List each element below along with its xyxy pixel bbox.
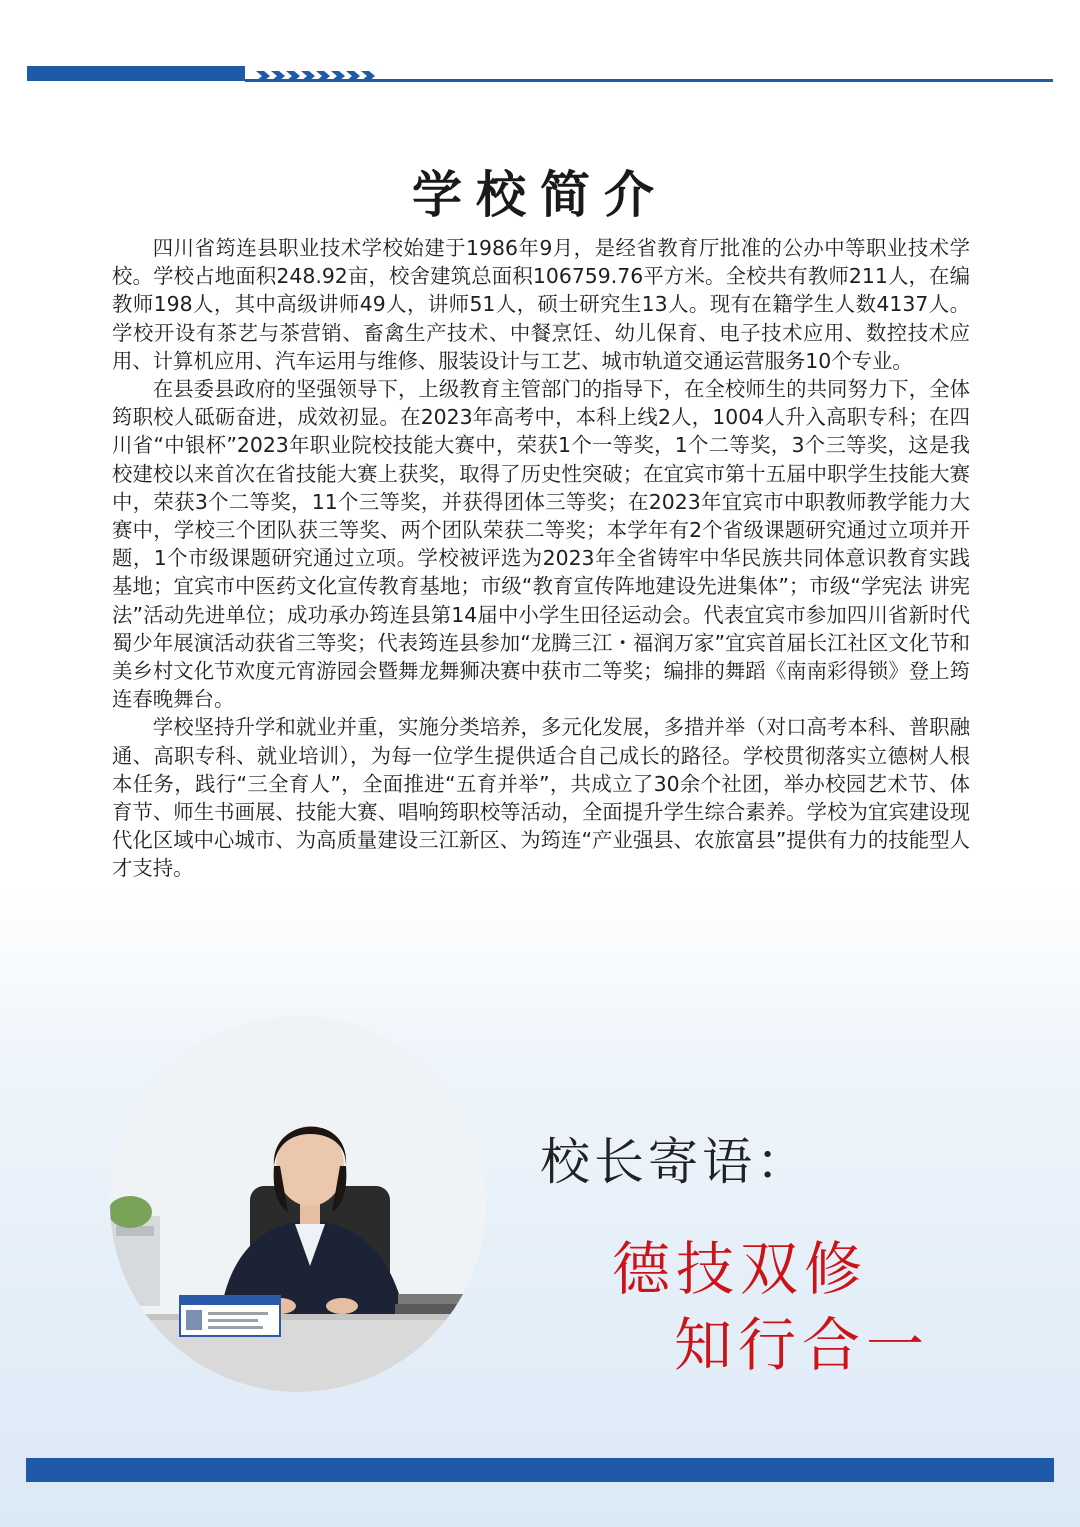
principal-message-heading: 校长寄语： bbox=[540, 1133, 810, 1191]
chevron-decoration-icon bbox=[256, 69, 386, 83]
principal-portrait-illustration bbox=[110, 1016, 486, 1392]
header-accent-block bbox=[27, 66, 245, 81]
motto-line-2: 知行合一 bbox=[674, 1311, 931, 1379]
footer-bar bbox=[26, 1458, 1054, 1482]
paragraph-2: 在县委县政府的坚强领导下，上级教育主管部门的指导下，在全校师生的共同努力下，全体筠职校人砥砺奋进，成效初显。在2023年高考中，本科上线2人，1004人升入高职专科；在四川省“中银杯”2023年职业院校技能大赛中，荣获1个一等奖，1个二等奖，3个三等奖，这是我校建校以来首次在省技能大赛上获奖，取得了历史性突破；在宜宾市第十五届中职学生技能大赛中，荣获3个二等奖，11个三等奖，并获得团体三等奖；在2023年宜宾市中职教师教学能力大赛中，学校三个团队获三等奖、两个团队荣获二等奖；本学年有2个省级课题研究通过立项并开题，1个市级课题研究通过立项。学校被评选为2023年全省铸牢中华民族共同体意识教育实践基地；宜宾市中医药文化宣传教育基地；市级“教育宣传阵地建设先进集体”；市级“学宪法 讲宪法”活动先进单位；成功承办筠连县第14届中小学生田径运动会。代表宜宾市参加四川省新时代蜀少年展演活动获省三等奖；代表筠连县参加“龙腾三江・福润万家”宜宾首届长江社区文化节和美乡村文化节欢度元宵游园会暨舞龙舞狮决赛中获市二等奖；编排的舞蹈《南南彩得锁》登上筠连春晚舞台。 bbox=[112, 377, 970, 712]
motto-line-1: 德技双修 bbox=[612, 1235, 869, 1303]
introduction-body bbox=[112, 234, 970, 883]
paragraph-1: 四川省筠连县职业技术学校始建于1986年9月，是经省教育厅批准的公办中等职业技术学校。学校占地面积248.92亩，校舍建筑总面积106759.76平方米。全校共有教师211人，在编教师198人，其中高级讲师49人，讲师51人，硕士研究生13人。现有在籍学生人数4137人。学校开设有茶艺与茶营销、畜禽生产技术、中餐烹饪、幼儿保育、电子技术应用、数控技术应用、计算机应用、汽车运用与维修、服装设计与工艺、城市轨道交通运营服务10个专业。 bbox=[112, 236, 970, 373]
page-title: 学校简介 bbox=[412, 166, 668, 224]
paragraph-3: 学校坚持升学和就业并重，实施分类培养，多元化发展，多措并举（对口高考本科、普职融通、高职专科、就业培训），为每一位学生提供适合自己成长的路径。学校贯彻落实立德树人根本任务，践行“三全育人”，全面推进“五育并举”，共成立了30余个社团，举办校园艺术节、体育节、师生书画展、技能大赛、唱响筠职校等活动，全面提升学生综合素养。学校为宜宾建设现代化区域中心城市、为高质量建设三江新区、为筠连“产业强县、农旅富县”提供有力的技能型人才支持。 bbox=[112, 715, 970, 881]
principal-photo bbox=[110, 1016, 486, 1392]
